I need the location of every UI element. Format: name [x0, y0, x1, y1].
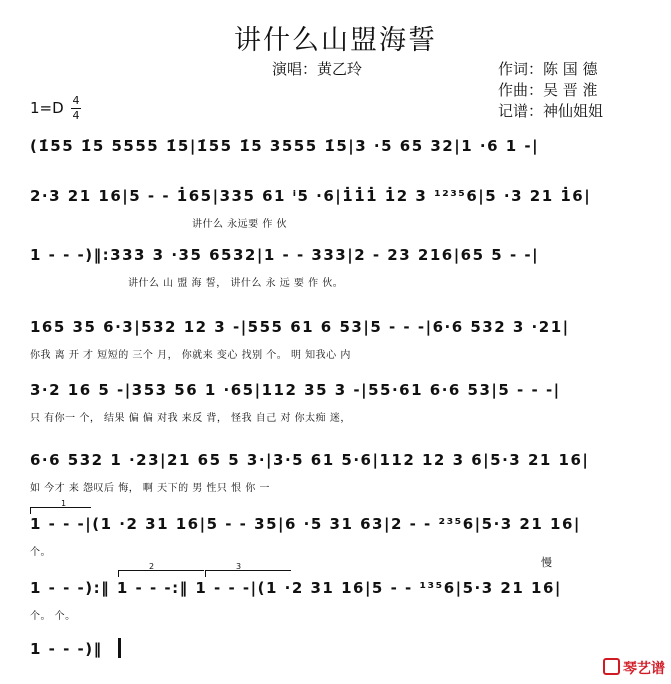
lyricist-credit: 作词：陈 国 德	[498, 60, 598, 78]
singer-credit: 演唱：黄乙玲	[272, 60, 363, 78]
logo-icon	[603, 658, 620, 675]
notation-line: 1 - - -):‖ 1 - - -:‖ 1 - - -|(1 ·2 31 16|5 - - ¹³⁵6|5·3 21 16|	[30, 579, 562, 597]
score-row-8	[30, 579, 635, 622]
score-title: 讲什么山盟海誓	[234, 25, 437, 56]
lyric-line: 个。 个。	[30, 611, 76, 622]
lyric-line: 你我 离 开 才 短短的 三个 月， 你就来 变心 找别 个。 明 知我心 内	[30, 350, 351, 361]
volta-number: 1	[61, 499, 67, 508]
volta-bracket-2	[118, 562, 204, 577]
composer-credit: 作曲：吴 晋 淮	[498, 81, 598, 99]
time-signature-bottom: 4	[72, 109, 80, 122]
volta-number: 3	[236, 562, 242, 571]
score-row-3	[30, 246, 635, 289]
lyric-line: 只 有你一 个， 结果 偏 偏 对我 来反 背， 怪我 自己 对 你太痴 迷，	[30, 413, 351, 424]
final-barline	[118, 638, 121, 658]
volta-number: 2	[149, 562, 155, 571]
notation-line: 1 - - -|(1 ·2 31 16|5 - - 35|6 ·5 31 63|2 - - ²³⁵6|5·3 21 16|	[30, 515, 581, 533]
notation-line: 1 - - -)‖:333 3 ·35 6532|1 - - 333|2 - 23 216|65 5 - -|	[30, 246, 540, 264]
lyric-line: 如 今才 来 怨叹后 悔， 啊 天下的 男 性只 恨 你 一	[30, 483, 270, 494]
notation-line: (1̇55 1̇5 5555 1̇5|1̇55 1̇5 3555 1̇5|3 ·5 65 32|1 ·6 1 -|	[30, 137, 540, 155]
notation-line: 1 - - -)‖	[30, 640, 103, 658]
score-row-5	[30, 381, 635, 424]
time-signature	[71, 95, 81, 122]
watermark-brand: 琴艺谱	[623, 661, 665, 677]
tempo-mark: 慢	[541, 556, 552, 569]
time-signature-top: 4	[72, 94, 80, 107]
notation-line: 2·3 21 16|5 - - 1̇65|335 61 ⁱ5 ·6|1̇1̇1̇ 1̇2 3 ¹²³⁵6|5 ·3 21 1̇6|	[30, 187, 592, 205]
volta-bracket-3	[205, 562, 291, 577]
notation-line: 165 35 6·3|532 12 3 -|555 61 6 53|5 - - -|6·6 532 3 ·21|	[30, 318, 570, 336]
lyric-line: 个。	[30, 547, 51, 558]
lyric-line: 讲什么 山 盟 海 誓， 讲什么 永 远 要 作 伙。	[128, 278, 344, 289]
score-row-4	[30, 318, 635, 361]
score-row-7	[30, 515, 635, 558]
lyric-line: 讲什么 永远要 作 伙	[192, 219, 288, 230]
volta-bracket-1	[30, 499, 91, 514]
watermark-logo	[603, 658, 665, 678]
score-row-1	[30, 137, 635, 155]
score-row-2	[30, 187, 635, 230]
transcriber-credit: 记谱：神仙姐姐	[498, 102, 604, 120]
notation-line: 3·2 16 5 -|353 56 1 ·65|112 35 3 -|55·61 6·6 53|5 - - -|	[30, 381, 561, 399]
score-row-6	[30, 451, 635, 494]
notation-line: 6·6 532 1 ·23|21 65 5 3·|3·5 61 5·6|112 12 3 6|5·3 21 16|	[30, 451, 590, 469]
key-signature: 1=D	[30, 99, 64, 117]
